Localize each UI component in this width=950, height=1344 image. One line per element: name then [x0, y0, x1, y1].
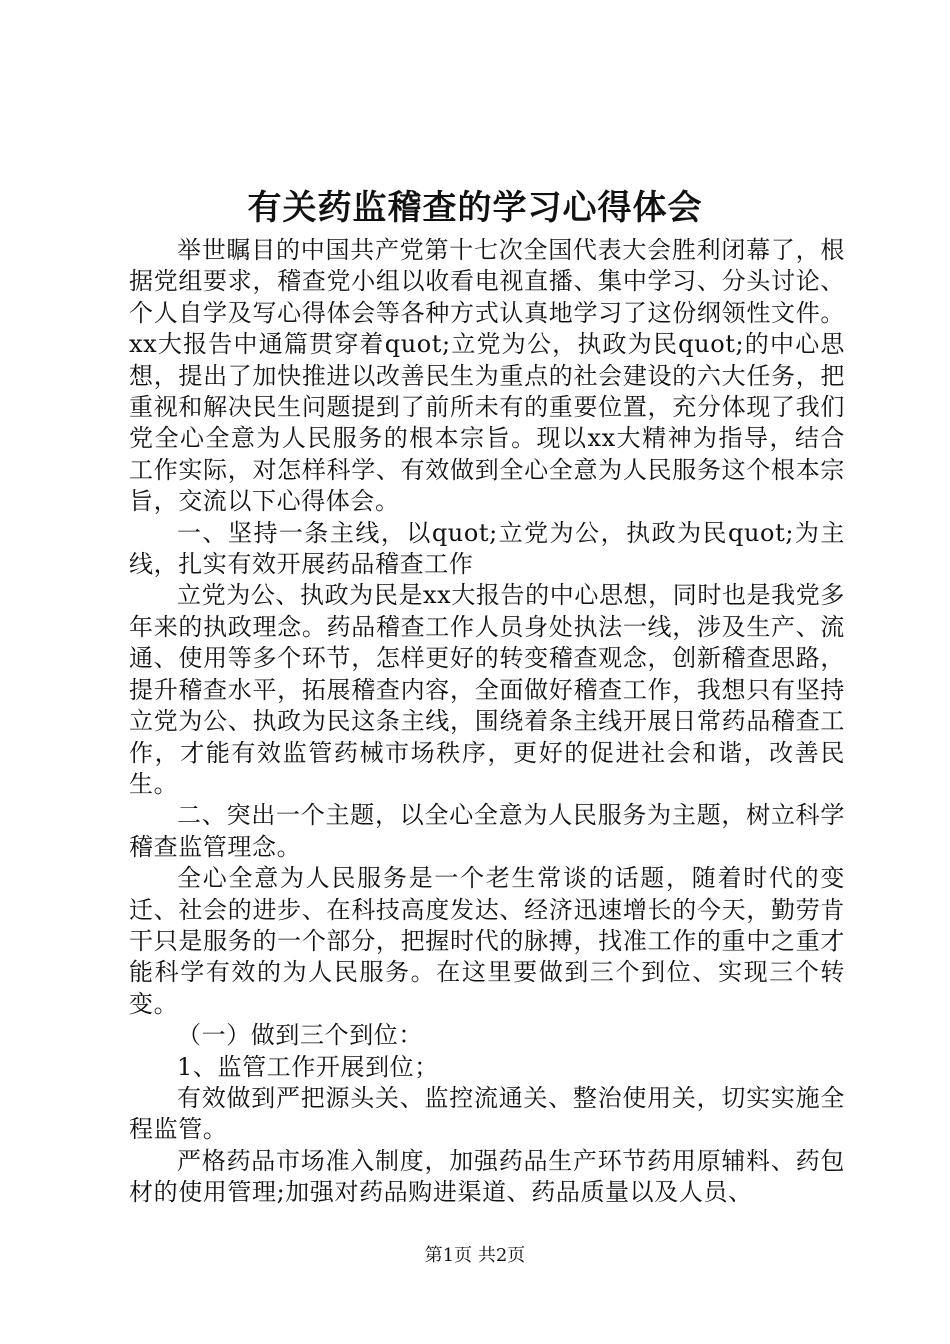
- paragraph-intro: 举世瞩目的中国共产党第十七次全国代表大会胜利闭幕了，根据党组要求，稽查党小组以收看电视直播、集中学习、分头讨论、个人自学及写心得体会等各种方式认真地学习了这份纲领性文件。xx大报告中通篇贯穿着quot;立党为公，执政为民quot;的中心思想，提出了加快推进以改善民生为重点的社会建设的六大任务，把重视和解决民生问题提到了前所未有的重要位置，充分体现了我们党全心全意为人民服务的根本宗旨。现以xx大精神为指导，结合工作实际，对怎样科学、有效做到全心全意为人民服务这个根本宗旨，交流以下心得体会。: [129, 236, 845, 516]
- paragraph-section-2-heading: 二、突出一个主题，以全心全意为人民服务为主题，树立科学稽查监管理念。: [129, 801, 845, 861]
- document-body: [129, 235, 845, 1209]
- paragraph-section-2-body: 全心全意为人民服务是一个老生常谈的话题，随着时代的变迁、社会的进步、在科技高度发达、经济迅速增长的今天，勤劳肯干只是服务的一个部分，把握时代的脉搏，找准工作的重中之重才能科学有效的为人民服务。在这里要做到三个到位、实现三个转变。: [129, 864, 845, 1018]
- document-title: 有关药监稽查的学习心得体会: [247, 188, 703, 228]
- paragraph-section-1-heading: 一、坚持一条主线，以quot;立党为公，执政为民quot;为主线，扎实有效开展药品稽查工作: [129, 518, 845, 579]
- page-number-footer: 第1页 共2页: [424, 1245, 526, 1266]
- paragraph-item-1: 1、监管工作开展到位；: [177, 1052, 439, 1081]
- paragraph-subheading-three-in-place: （一）做到三个到位：: [177, 1021, 423, 1050]
- paragraph-item-1-body: 有效做到严把源头关、监控流通关、整治使用关，切实实施全程监管。: [129, 1083, 845, 1144]
- paragraph-item-1-detail: 严格药品市场准入制度，加强药品生产环节药用原辅料、药包材的使用管理;加强对药品购进渠道、药品质量以及人员、: [129, 1146, 845, 1207]
- paragraph-section-1-body: 立党为公、执政为民是xx大报告的中心思想，同时也是我党多年来的执政理念。药品稽查工作人员身处执法一线，涉及生产、流通、使用等多个环节，怎样更好的转变稽查观念，创新稽查思路，提升稽查水平，拓展稽查内容，全面做好稽查工作，我想只有坚持立党为公、执政为民这条主线，围绕着条主线开展日常药品稽查工作，才能有效监管药械市场秩序，更好的促进社会和谐，改善民生。: [129, 581, 845, 798]
